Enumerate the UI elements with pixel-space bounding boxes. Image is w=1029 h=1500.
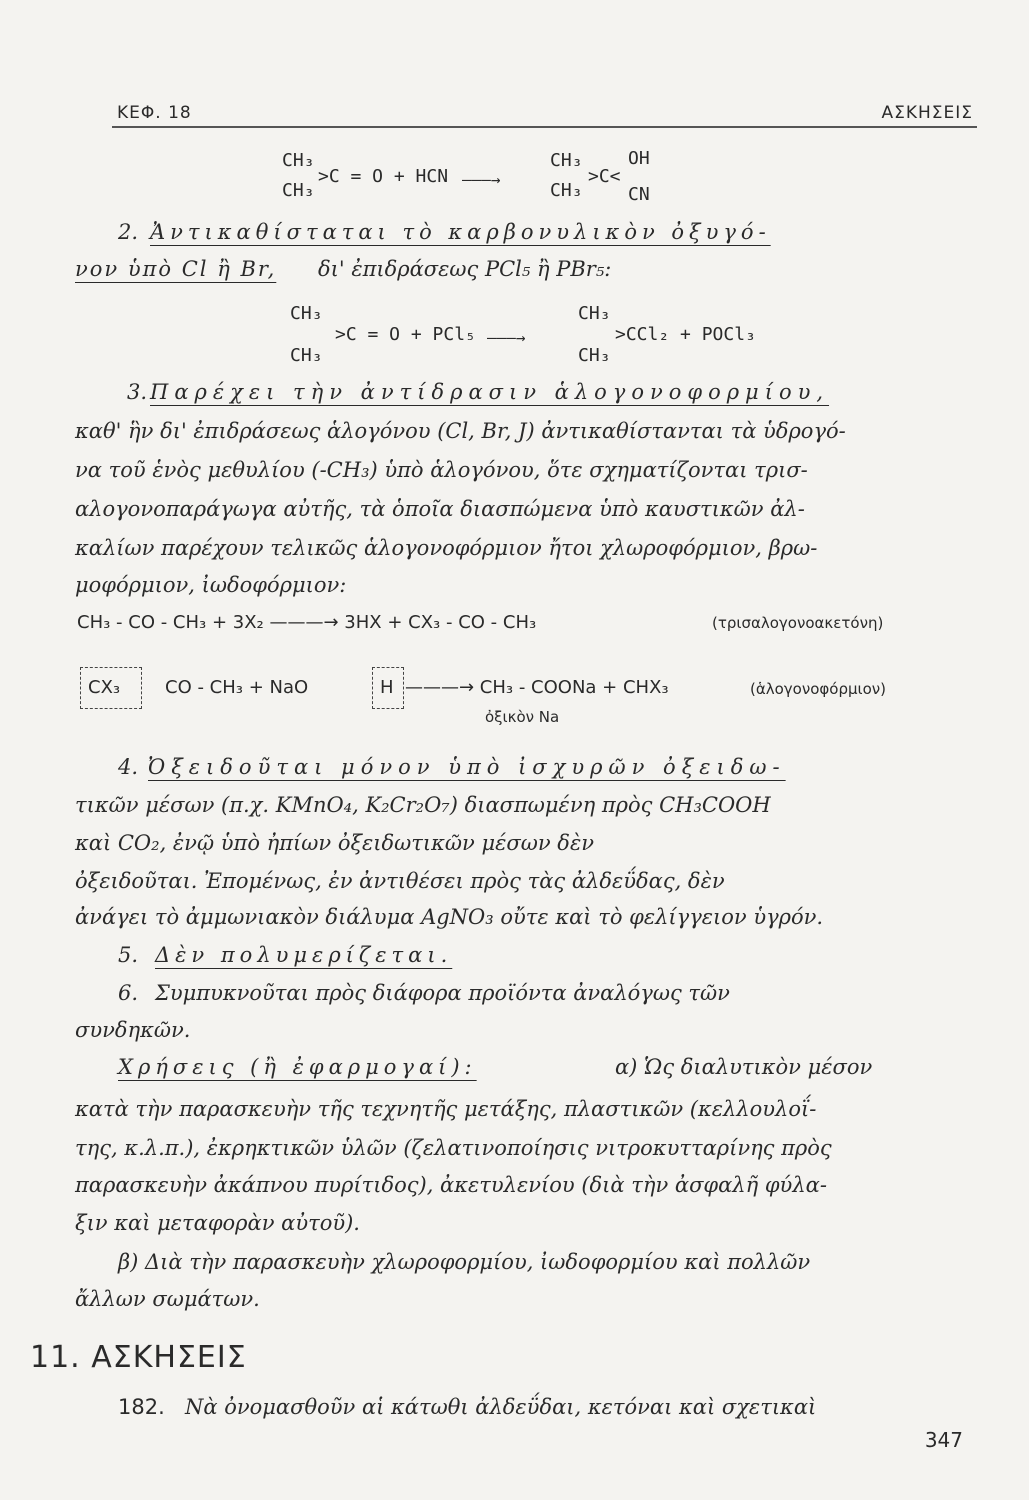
uses-a-line5: ξιν καὶ μεταφορὰν αὐτοῦ). [75, 1211, 360, 1235]
uses-a-line1: α) Ὡς διαλυτικὸν μέσον [615, 1055, 873, 1079]
rxn1-right-top: CH₃ [550, 150, 583, 171]
rxn1-arrow: ———→ [462, 170, 501, 189]
p2-line1: Ἀντικαθίσταται τὸ καρβονυλικὸν ὀξυγό- [150, 220, 771, 244]
p4-line2: τικῶν μέσων (π.χ. KMnO₄, K₂Cr₂O₇) διασπωμένη πρὸς CH₃COOH [75, 793, 771, 817]
p5-number: 5. [118, 943, 139, 967]
p6-number: 6. [118, 981, 139, 1005]
p3-heading: Παρέχει τὴν ἀντίδρασιν ἁλογονοφορμίου, [150, 380, 830, 404]
p3-line3: αλογονοπαράγωγα αὐτῆς, τὰ ὁποῖα διασπώμενα ὑπὸ καυστικῶν ἀλ- [75, 497, 805, 521]
rxn2-product: >CCl₂ + POCl₃ [615, 324, 756, 345]
rxn1-equation: >C = O + HCN [318, 166, 449, 187]
p5-text: Δὲν πολυμερίζεται. [155, 943, 453, 967]
p3-line4: καλίων παρέχουν τελικῶς ἁλογονοφόρμιον ἤτοι χλωροφόρμιον, βρω- [75, 536, 818, 560]
uses-a-line3: της, κ.λ.π.), ἐκρηκτικῶν ὑλῶν (ζελατινοποίησις νιτροκυτταρίνης πρὸς [75, 1136, 832, 1160]
p2-line2: δι' ἐπιδράσεως PCl₅ ἢ PBr₅: [318, 257, 612, 281]
p2-line2-underlined: νον ὑπὸ Cl ἢ Br, [75, 257, 277, 281]
section-heading: 11. ΑΣΚΗΣΕΙΣ [30, 1340, 247, 1375]
p6-line2: συνδηκῶν. [75, 1018, 191, 1042]
eq3b-products: ———→ CH₃ - COONa + CHX₃ [405, 677, 669, 698]
p3-line5: μοφόρμιον, ἰωδοφόρμιον: [75, 573, 347, 597]
page-number: 347 [924, 1428, 963, 1452]
exercise-text: Νὰ ὀνομασθοῦν αἱ κάτωθι ἀλδεΰδαι, κετόναι καὶ σχετικαὶ [185, 1395, 817, 1419]
header-chapter: ΚΕΦ. 18 [117, 103, 192, 123]
rxn1-left-bottom: CH₃ [282, 180, 315, 201]
eq3a-note: (τρισαλογονοακετόνη) [712, 614, 884, 632]
p3-line2: να τοῦ ἑνὸς μεθυλίου (-CH₃) ὑπὸ ἁλογόνου, ὅτε σχηματίζονται τρισ- [75, 458, 808, 482]
p4-line4: ὀξειδοῦται. Ἐπομένως, ἐν ἀντιθέσει πρὸς τὰς ἀλδεΰδας, δὲν [75, 869, 725, 893]
rxn1-right-bottom: CH₃ [550, 180, 583, 201]
eq3b-note: (ἁλογονοφόρμιον) [750, 680, 887, 698]
p3-number: 3. [127, 380, 148, 404]
eq3b-cx3: CX₃ [88, 677, 121, 698]
rxn2-right-bottom: CH₃ [578, 345, 611, 366]
p4-number: 4. [118, 755, 139, 779]
p2-number: 2. [118, 220, 139, 244]
uses-b-line1: β) Διὰ τὴν παρασκευὴν χλωροφορμίου, ἰωδοφορμίου καὶ πολλῶν [118, 1250, 811, 1274]
header-rule [112, 126, 977, 128]
rxn1-center: >C< [588, 166, 621, 187]
rxn2-left-bottom: CH₃ [290, 345, 323, 366]
header-title: ΑΣΚΗΣΕΙΣ [881, 103, 973, 123]
rxn1-left-top: CH₃ [282, 150, 315, 171]
eq3b-h: H [380, 677, 394, 698]
uses-heading: Χρήσεις (ἢ ἐφαρμογαί): [118, 1055, 477, 1079]
p3-line1: καθ' ἣν δι' ἐπιδράσεως ἁλογόνου (Cl, Br, J) ἀντικαθίστανται τὰ ὑδρογό- [75, 419, 846, 443]
p4-line3: καὶ CO₂, ἐνῷ ὑπὸ ἠπίων ὀξειδωτικῶν μέσων δὲν [75, 831, 594, 855]
uses-a-line4: παρασκευὴν ἀκάπνου πυρίτιδος), ἀκετυλενίου (διὰ τὴν ἀσφαλῆ φύλα- [75, 1173, 827, 1197]
rxn2-equation: >C = O + PCl₅ [335, 324, 476, 345]
rxn1-oh: OH [628, 148, 650, 169]
rxn1-cn: CN [628, 184, 650, 205]
rxn2-right-top: CH₃ [578, 303, 611, 324]
eq3b-reactants: CO - CH₃ + NaO [165, 677, 309, 698]
p6-text: Συμπυκνοῦται πρὸς διάφορα προϊόντα ἀναλόγως τῶν [155, 981, 730, 1005]
eq3a-equation: CH₃ - CO - CH₃ + 3X₂ ———→ 3HX + CX₃ - CO - CH₃ [77, 612, 537, 633]
rxn2-arrow: ———→ [487, 328, 526, 347]
rxn2-left-top: CH₃ [290, 303, 323, 324]
p4-line5: ἀνάγει τὸ ἀμμωνιακὸν διάλυμα AgNO₃ οὔτε καὶ τὸ φελίγγειον ὑγρόν. [75, 905, 824, 929]
eq3b-under: ὀξικὸν Na [485, 708, 560, 726]
exercise-number: 182. [118, 1395, 165, 1419]
uses-a-line2: κατὰ τὴν παρασκευὴν τῆς τεχνητῆς μετάξης, πλαστικῶν (κελλουλοΐ- [75, 1097, 817, 1121]
uses-b-line2: ἄλλων σωμάτων. [75, 1287, 260, 1311]
p4-line1: Ὀξειδοῦται μόνον ὑπὸ ἰσχυρῶν ὀξειδω- [148, 755, 786, 779]
